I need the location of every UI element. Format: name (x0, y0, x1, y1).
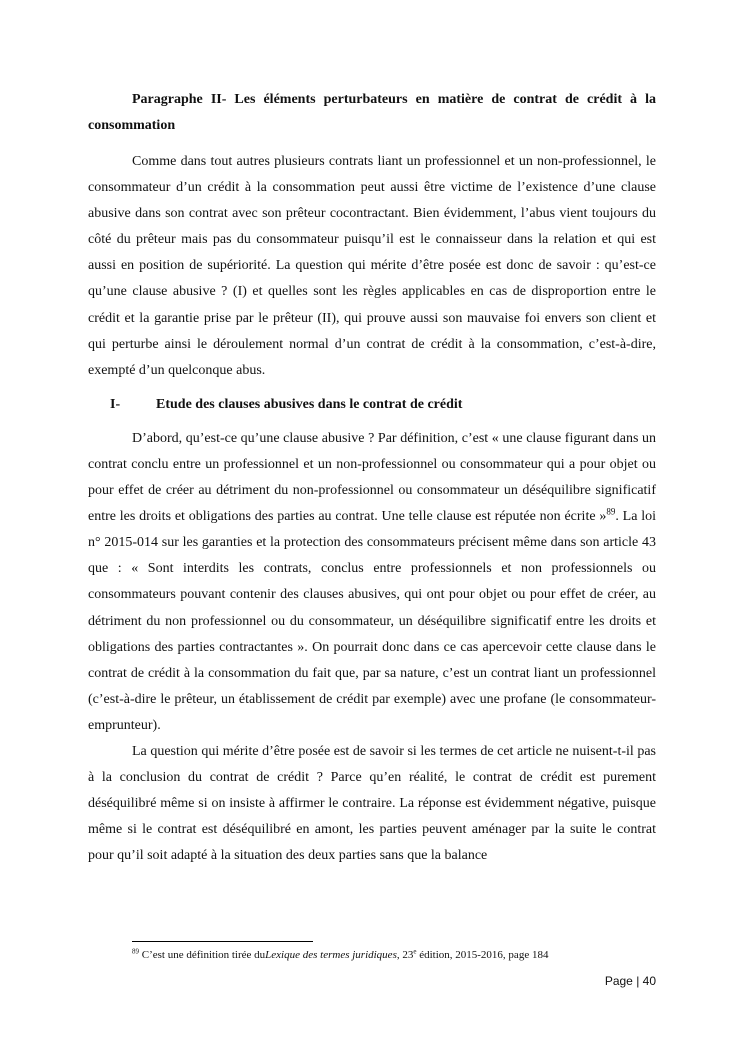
footnote-edition-sup: e (413, 947, 417, 956)
document-body (88, 87, 656, 869)
definition-paragraph (88, 426, 656, 739)
footnote-number: 89 (132, 947, 139, 956)
footnote (132, 948, 548, 962)
section-number: I- (110, 396, 121, 412)
footnote-book-title: Lexique des termes juridiques (265, 949, 397, 961)
footnote-reference[interactable]: 89 (606, 506, 616, 517)
definition-text: D’abord, qu’est-ce qu’une clause abusive ? Par définition, c’est « une clause figurant dans un contrat conclu entre un professionnel et un non-professionnel ou consommateur qui a pour objet ou pour effet de créer au détriment du non-professionnel ou consommateur un déséquilibre significatif entre les droits et obligations des parties au contrat. Une telle clause est réputée non écrite » (88, 430, 656, 525)
footnote-text: C’est une définition tirée du (139, 949, 266, 961)
intro-paragraph: Comme dans tout autres plusieurs contrats liant un professionnel et un non-professionnel, le consommateur d’un crédit à la consommation peut aussi être victime de l’existence d’une clause abusive dans son contrat avec son prêteur cocontractant. Bien évidemment, l’abus vient toujours du côté du prêteur mais pas du consommateur puisqu’il est le connaisseur dans la relation et qui est aussi en position de supériorité. La question qui mérite d’être posée est donc de savoir : qu’est-ce qu’une clause abusive ? (I) et quelles sont les règles applicables en cas de disproportion entre le crédit et la garantie prise par le prêteur (II), qui prouve aussi son mauvaise foi envers son client et qui perturbe ainsi le déroulement normal d’un contrat de crédit à la consommation, c’est-à-dire, exempté d’un quelconque abus. (88, 154, 656, 378)
question-paragraph: La question qui mérite d’être posée est de savoir si les termes de cet article ne nuisent-t-il pas à la conclusion du contrat de crédit ? Parce qu’en réalité, le contrat de crédit est purement déséquilibré même si on insiste à affirmer le contraire. La réponse est évidemment négative, puisque même si le contrat est déséquilibré en amont, les parties peuvent aménager par la suite le contrat pour qu’il soit adapté à la situation des deux parties sans que la balance (88, 743, 656, 864)
paragraph-heading: Paragraphe II- Les éléments perturbateurs en matière de contrat de crédit à la consommation (88, 92, 656, 133)
law-text: . La loi n° 2015-014 sur les garanties et la protection des consommateurs précisent même dans son article 43 que : « Sont interdits les contrats, conclus entre professionnels et non professionnels ou consommateurs pouvant contenir des clauses abusives, qui ont pour objet ou pour effet de créer, au détriment du non professionnel ou du consommateur, un déséquilibre significatif entre les droits et obligations des parties contractantes ». On pourrait donc dans ce cas apercevoir cette clause dans le contrat de crédit à la consommation du fait que, par sa nature, c’est un contrat liant un professionnel (c’est-à-dire le prêteur, un établissement de crédit par exemple) avec une profane (le consommateur-emprunteur). (88, 509, 656, 733)
section-title-text: Etude des clauses abusives dans le contrat de crédit (156, 396, 463, 412)
section-title (88, 392, 656, 418)
footnote-separator (132, 941, 313, 942)
footnote-end: édition, 2015-2016, page 184 (416, 949, 549, 961)
page-number: Page | 40 (604, 974, 656, 988)
footnote-edition: , 23 (396, 949, 414, 961)
